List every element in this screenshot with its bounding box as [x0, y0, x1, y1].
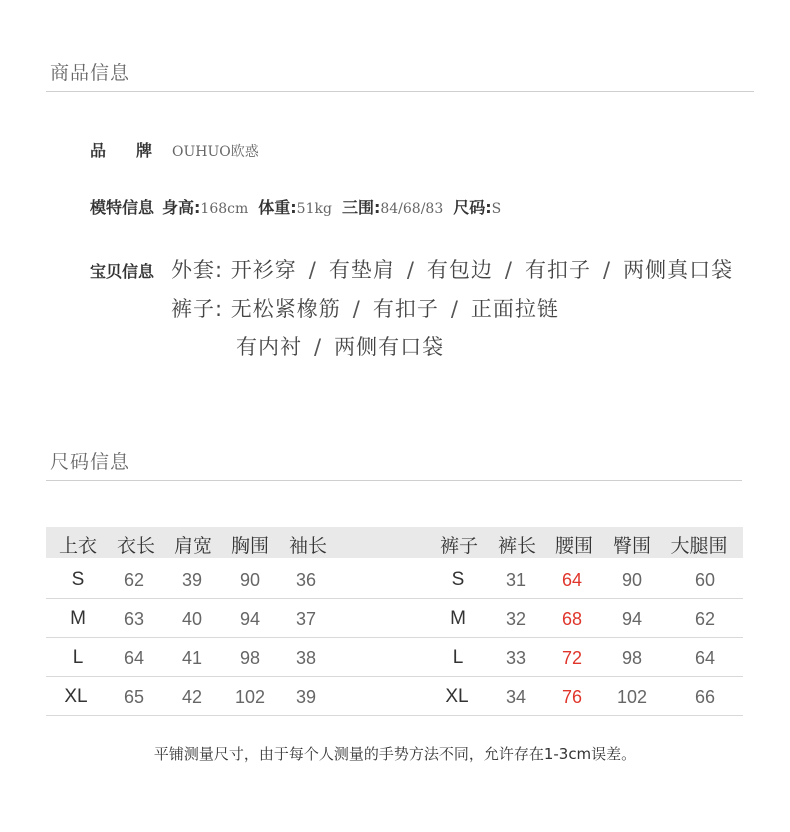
size-label: M [70, 608, 86, 629]
table-cell: 34 [505, 687, 527, 707]
header-hip: 臀围 [612, 535, 652, 557]
waist-value: 72 [561, 648, 583, 668]
table-cell: 90 [239, 570, 261, 590]
pants-details-continued [236, 331, 444, 361]
brand-label: 品 牌 [90, 141, 153, 160]
pants-details [171, 293, 559, 323]
table-row [46, 677, 743, 716]
table-row [46, 560, 743, 599]
table-cell: 36 [295, 570, 317, 590]
pants-item: 两侧有口袋 [334, 335, 445, 359]
table-row [46, 599, 743, 638]
brand-row [90, 138, 259, 161]
size-label: XL [445, 686, 469, 707]
model-info-label: 模特信息 [90, 198, 155, 217]
weight-value: 51kg [296, 201, 332, 217]
table-cell: 65 [123, 687, 145, 707]
separator: / [450, 297, 459, 321]
table-cell: 94 [621, 609, 643, 629]
table-cell: 33 [505, 648, 527, 668]
jacket-label: 外套: [171, 258, 224, 282]
measurements-value: 84/68/83 [380, 201, 444, 217]
measurement-note: 平铺测量尺寸，由于每个人测量的手势方法不同，允许存在1-3cm误差。 [153, 745, 637, 763]
product-info-title: 商品信息 [50, 62, 131, 84]
size-label: L [452, 647, 464, 668]
measurements-label: 三围: [341, 198, 381, 217]
height-label: 身高: [162, 198, 201, 217]
table-cell: 42 [181, 687, 203, 707]
model-size-label: 尺码: [453, 198, 492, 217]
table-cell: 32 [505, 609, 527, 629]
model-info-row [90, 195, 501, 218]
jacket-item: 有包边 [426, 258, 493, 282]
jacket-item: 开衫穿 [230, 258, 297, 282]
weight-label: 体重: [258, 198, 297, 217]
details-label-row [90, 259, 154, 282]
header-bust: 胸围 [230, 535, 270, 557]
size-table-header [46, 527, 743, 558]
table-cell: 41 [181, 648, 203, 668]
jacket-item: 有扣子 [525, 258, 591, 282]
separator: / [504, 258, 513, 282]
details-label: 宝贝信息 [90, 262, 155, 281]
size-label: S [71, 569, 85, 590]
table-cell: 98 [621, 648, 643, 668]
table-cell: 63 [123, 609, 145, 629]
jacket-item: 有垫肩 [328, 258, 395, 282]
table-cell: 38 [295, 648, 317, 668]
table-cell: 39 [181, 570, 203, 590]
jacket-item: 两侧真口袋 [623, 258, 734, 282]
size-label: L [72, 647, 84, 668]
table-cell: 62 [694, 609, 716, 629]
waist-value: 68 [561, 609, 583, 629]
size-info-title: 尺码信息 [50, 451, 131, 473]
table-cell: 98 [239, 648, 261, 668]
table-cell: 66 [694, 687, 716, 707]
table-cell: 37 [295, 609, 317, 629]
separator: / [314, 335, 323, 359]
header-top: 上衣 [58, 535, 98, 557]
waist-value: 64 [561, 570, 583, 590]
size-label: XL [64, 686, 88, 707]
product-info-divider [46, 91, 754, 92]
table-cell: 102 [616, 687, 648, 707]
pants-label: 裤子: [171, 297, 224, 321]
header-pants-length: 裤长 [497, 535, 537, 557]
table-cell: 39 [295, 687, 317, 707]
header-sleeve: 袖长 [288, 535, 328, 557]
table-cell: 64 [123, 648, 145, 668]
model-size-value: S [491, 201, 502, 217]
table-cell: 62 [123, 570, 145, 590]
jacket-details [171, 254, 733, 284]
table-row [46, 638, 743, 677]
size-info-divider [46, 480, 742, 481]
header-waist: 腰围 [554, 535, 594, 557]
table-cell: 102 [234, 687, 266, 707]
pants-item: 有内衬 [236, 335, 302, 359]
size-label: M [450, 608, 466, 629]
height-value: 168cm [200, 201, 249, 217]
header-pants: 裤子 [439, 535, 479, 557]
pants-item: 无松紧橡筋 [230, 297, 341, 321]
pants-item: 正面拉链 [470, 297, 559, 321]
header-shoulder: 肩宽 [173, 535, 213, 557]
brand-value: OUHUO欧惑 [172, 144, 259, 160]
table-cell: 31 [505, 570, 527, 590]
pants-item: 有扣子 [372, 297, 439, 321]
separator: / [308, 258, 317, 282]
waist-value: 76 [561, 687, 583, 707]
size-label: S [451, 569, 465, 590]
header-top-length: 衣长 [116, 535, 156, 557]
table-cell: 94 [239, 609, 261, 629]
table-cell: 60 [694, 570, 716, 590]
header-thigh: 大腿围 [670, 535, 728, 557]
table-cell: 90 [621, 570, 643, 590]
table-cell: 64 [694, 648, 716, 668]
separator: / [352, 297, 361, 321]
separator: / [406, 258, 415, 282]
separator: / [603, 258, 612, 282]
table-cell: 40 [181, 609, 203, 629]
